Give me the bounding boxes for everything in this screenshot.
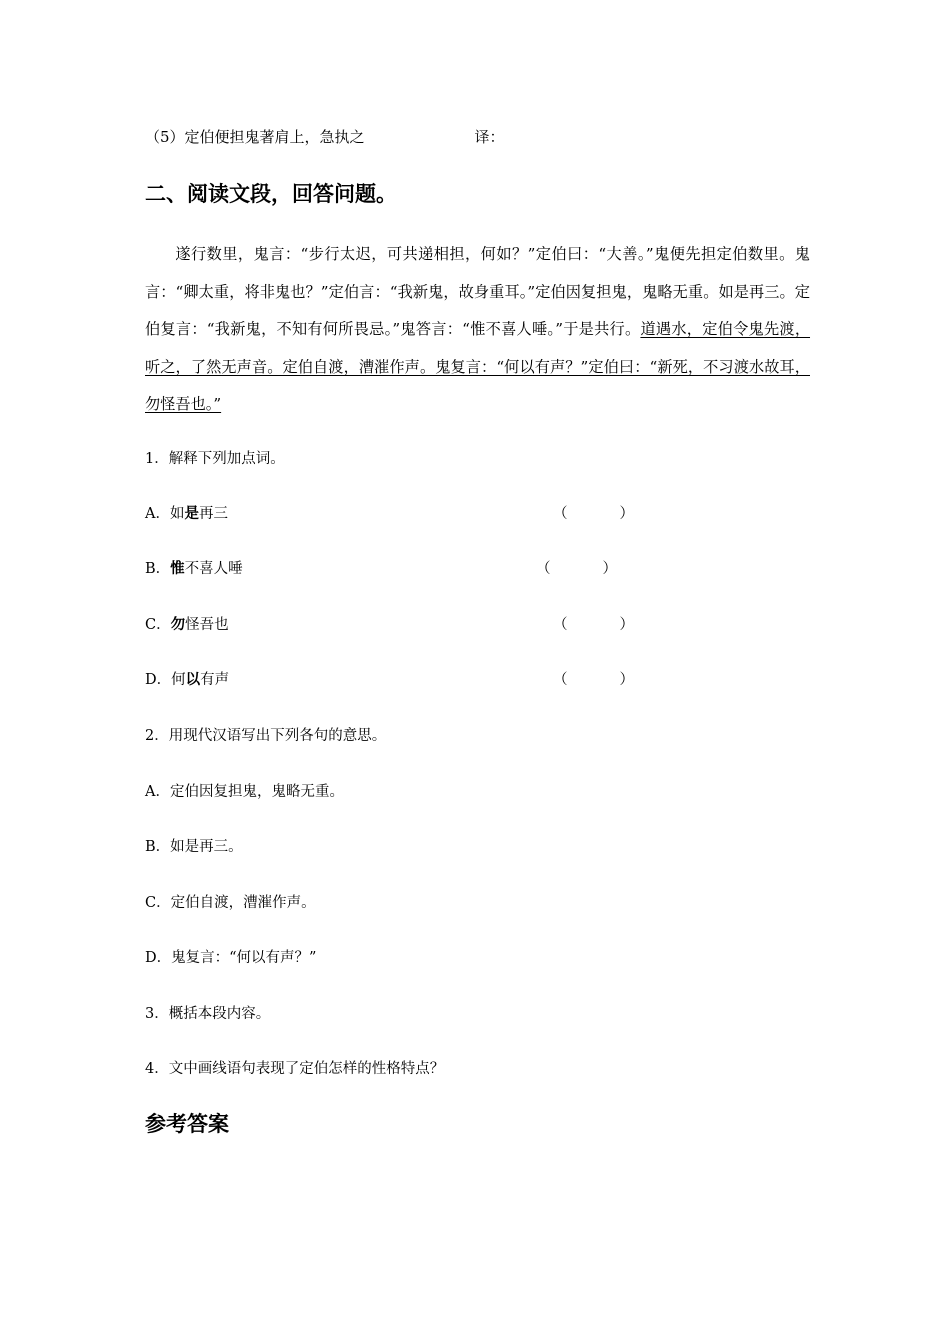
question-2-item-a: A．定伯因复担鬼，鬼略无重。 <box>145 784 344 800</box>
question-2-title: 2．用现代汉语写出下列各句的意思。 <box>145 728 387 744</box>
answer-title: 参考答案 <box>145 1112 229 1136</box>
question-4: 4．文中画线语句表现了定伯怎样的性格特点？ <box>145 1061 445 1077</box>
answer-blank-c: （ ） <box>553 617 634 633</box>
question-2-item-d: D．鬼复言：“何以有声？” <box>145 950 317 966</box>
question-3: 3．概括本段内容。 <box>145 1006 271 1022</box>
question-2-item-b: B．如是再三。 <box>145 839 243 855</box>
answer-blank-a: （ ） <box>553 506 634 522</box>
question-1-title: 1．解释下列加点词。 <box>145 451 285 467</box>
dotted-word: 是 <box>184 506 199 522</box>
question-1-item-a: A．如是再三 <box>145 506 228 522</box>
section-title: 二、阅读文段，回答问题。 <box>145 182 397 206</box>
passage-text: 遂行数里，鬼言：“步行太迟，可共递相担，何如？”定伯曰：“大善。”鬼便先担定伯数里。鬼言：“卿太重，将非鬼也？”定伯言：“我新鬼，故身重耳。”定伯因复担鬼，鬼略无重。如是再三。定伯复言：“我新鬼，不知有何所畏忌。”鬼答言：“惟不喜人唾。”于是共行。 <box>145 245 810 338</box>
translate-label: 译： <box>474 128 505 146</box>
answer-blank-b: （ ） <box>536 561 617 577</box>
item-5-text: （5）定伯便担鬼著肩上，急执之 <box>145 128 365 146</box>
dotted-word: 惟 <box>170 561 185 577</box>
item-5-line <box>145 126 505 147</box>
question-1-item-c: C．勿怪吾也 <box>145 617 229 633</box>
question-1-item-d: D．何以有声 <box>145 672 230 688</box>
dotted-word: 以 <box>185 672 201 688</box>
passage-underlined-text: 道遇水，定伯令鬼先渡，听之，了然无声音。定伯自渡，漕漼作声。鬼复言：“何以有声？”定伯曰：“新死，不习渡水故耳，勿怪吾也。” <box>145 320 811 413</box>
dotted-word: 勿 <box>170 617 186 633</box>
question-2-item-c: C．定伯自渡，漕漼作声。 <box>145 895 316 911</box>
question-1-item-b: B．惟不喜人唾 <box>145 561 243 577</box>
answer-blank-d: （ ） <box>553 672 634 688</box>
passage <box>145 236 810 424</box>
